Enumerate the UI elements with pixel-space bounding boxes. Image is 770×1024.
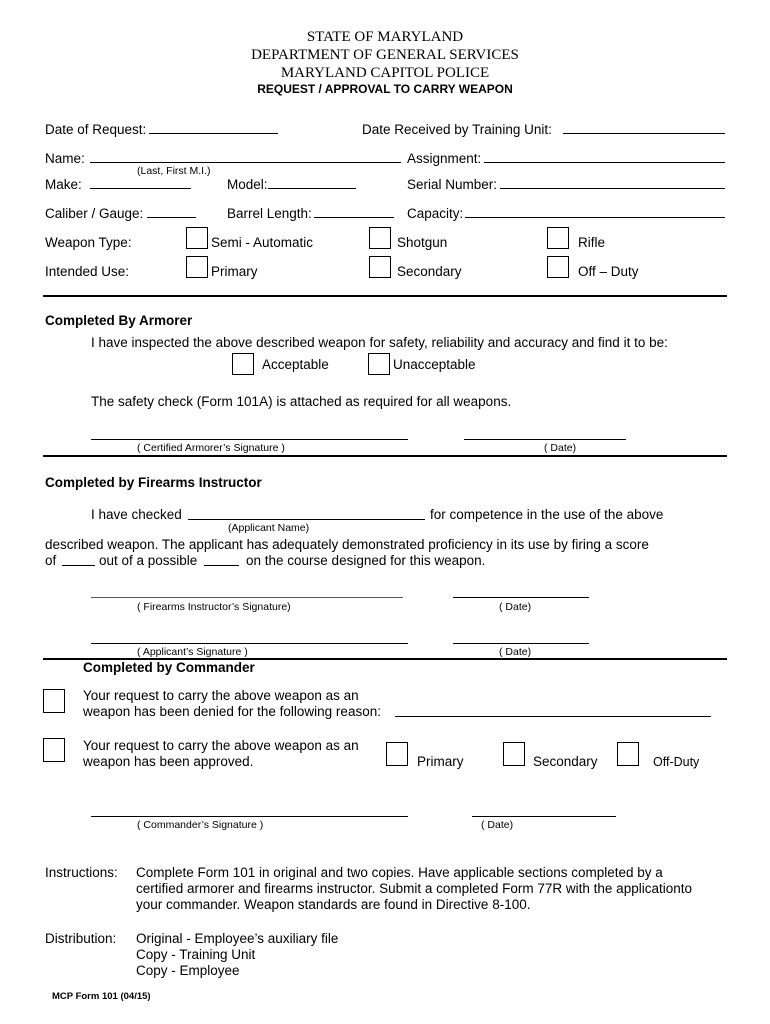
use-primary-label: Primary	[211, 264, 258, 279]
barrel-field[interactable]	[314, 217, 394, 218]
approved-primary-label: Primary	[417, 754, 464, 769]
unacceptable-checkbox[interactable]	[368, 353, 390, 375]
instructions-line2: certified armorer and firearms instructor. Submit a completed Form 77R with the applicationto	[136, 881, 692, 896]
assignment-field[interactable]	[484, 162, 725, 163]
applicant-date-label: ( Date)	[499, 646, 532, 658]
score-of-label: of	[45, 553, 57, 568]
make-field[interactable]	[90, 188, 191, 189]
name-label: Name:	[45, 151, 85, 166]
name-hint: (Last, First M.I.)	[137, 165, 211, 177]
date-received-field[interactable]	[563, 133, 725, 134]
semi-automatic-checkbox[interactable]	[186, 227, 208, 249]
applicant-signature-label: ( Applicant’s Signature )	[137, 646, 248, 658]
distribution-line1: Original - Employee’s auxiliary file	[136, 931, 339, 946]
approved-offduty-label: Off-Duty	[653, 755, 700, 769]
instructor-signature-label: ( Firearms Instructor’s Signature)	[137, 601, 291, 613]
form-number: MCP Form 101 (04/15)	[52, 991, 151, 1002]
instructions-line3: your commander. Weapon standards are found in Directive 8-100.	[136, 897, 531, 912]
armorer-heading: Completed By Armorer	[45, 313, 193, 328]
armorer-date-label: ( Date)	[544, 442, 577, 454]
score-course-label: on the course designed for this weapon.	[246, 553, 486, 568]
date-received-label: Date Received by Training Unit:	[362, 122, 552, 137]
applicant-date-field[interactable]	[453, 643, 589, 644]
form-title: REQUEST / APPROVAL TO CARRY WEAPON	[257, 82, 513, 96]
applicant-name-field[interactable]	[188, 519, 425, 520]
rifle-checkbox[interactable]	[547, 227, 569, 249]
semi-automatic-label: Semi - Automatic	[211, 235, 314, 250]
shotgun-label: Shotgun	[397, 235, 448, 250]
checked-prefix: I have checked	[91, 507, 182, 522]
score-out-of-label: out of a possible	[99, 553, 198, 568]
approved-line2: weapon has been approved.	[83, 754, 254, 769]
section-divider	[43, 455, 727, 457]
caliber-label: Caliber / Gauge:	[45, 206, 144, 221]
instructions-line1: Complete Form 101 in original and two copies. Have applicable sections completed by a	[136, 865, 663, 880]
approved-secondary-checkbox[interactable]	[503, 742, 525, 766]
section-divider	[43, 295, 727, 297]
safety-check-statement: The safety check (Form 101A) is attached as required for all weapons.	[91, 394, 512, 409]
rifle-label: Rifle	[578, 235, 606, 250]
commander-heading: Completed by Commander	[83, 660, 255, 675]
serial-field[interactable]	[500, 188, 725, 189]
caliber-field[interactable]	[147, 217, 196, 218]
use-offduty-checkbox[interactable]	[547, 256, 569, 278]
possible-score-field[interactable]	[204, 565, 239, 566]
instructor-signature-field[interactable]	[91, 597, 403, 598]
header-agency: MARYLAND CAPITOL POLICE	[280, 65, 490, 81]
name-field[interactable]	[90, 162, 401, 163]
use-offduty-label: Off – Duty	[578, 264, 639, 279]
instructor-date-label: ( Date)	[499, 601, 532, 613]
denied-reason-field[interactable]	[395, 716, 711, 717]
denied-line1: Your request to carry the above weapon as an	[83, 688, 359, 703]
unacceptable-label: Unacceptable	[393, 357, 476, 372]
commander-date-field[interactable]	[472, 816, 616, 817]
approved-secondary-label: Secondary	[533, 754, 598, 769]
make-label: Make:	[45, 177, 82, 192]
weapon-type-label: Weapon Type:	[45, 235, 132, 250]
acceptable-checkbox[interactable]	[232, 353, 254, 375]
armorer-signature-field[interactable]	[91, 439, 408, 440]
approved-line1: Your request to carry the above weapon as an	[83, 738, 359, 753]
use-secondary-checkbox[interactable]	[369, 256, 391, 278]
acceptable-label: Acceptable	[262, 357, 329, 372]
assignment-label: Assignment:	[407, 151, 482, 166]
denied-line2: weapon has been denied for the following reason:	[83, 704, 381, 719]
barrel-label: Barrel Length:	[227, 206, 312, 221]
distribution-line2: Copy - Training Unit	[136, 947, 256, 962]
date-of-request-field[interactable]	[149, 133, 278, 134]
approved-offduty-checkbox[interactable]	[617, 742, 639, 766]
model-field[interactable]	[268, 188, 356, 189]
capacity-label: Capacity:	[407, 206, 464, 221]
approved-primary-checkbox[interactable]	[386, 742, 408, 766]
commander-signature-label: ( Commander’s Signature )	[137, 819, 264, 831]
instructions-label: Instructions:	[45, 865, 118, 880]
capacity-field[interactable]	[465, 217, 725, 218]
intended-use-label: Intended Use:	[45, 264, 130, 279]
checked-suffix: for competence in the use of the above	[430, 507, 664, 522]
header-state: STATE OF MARYLAND	[306, 29, 464, 45]
use-secondary-label: Secondary	[397, 264, 462, 279]
distribution-line3: Copy - Employee	[136, 963, 240, 978]
armorer-statement: I have inspected the above described weapon for safety, reliability and accuracy and find it to be:	[91, 335, 668, 350]
armorer-signature-label: ( Certified Armorer’s Signature )	[137, 442, 285, 454]
instructor-date-field[interactable]	[453, 597, 589, 598]
instructor-described: described weapon. The applicant has adequately demonstrated proficiency in its use by firing a score	[45, 537, 649, 552]
date-of-request-label: Date of Request:	[45, 122, 147, 137]
applicant-signature-field[interactable]	[91, 643, 408, 644]
model-label: Model:	[227, 177, 268, 192]
instructor-heading: Completed by Firearms Instructor	[45, 475, 262, 490]
denied-checkbox[interactable]	[43, 689, 65, 713]
serial-label: Serial Number:	[407, 177, 498, 192]
armorer-date-field[interactable]	[464, 439, 626, 440]
distribution-label: Distribution:	[45, 931, 117, 946]
score-field[interactable]	[62, 565, 95, 566]
use-primary-checkbox[interactable]	[186, 256, 208, 278]
header-department: DEPARTMENT OF GENERAL SERVICES	[251, 47, 519, 63]
commander-date-label: ( Date)	[481, 819, 514, 831]
approved-checkbox[interactable]	[43, 738, 65, 762]
applicant-name-hint: (Applicant Name)	[228, 522, 310, 534]
commander-signature-field[interactable]	[91, 816, 408, 817]
shotgun-checkbox[interactable]	[369, 227, 391, 249]
